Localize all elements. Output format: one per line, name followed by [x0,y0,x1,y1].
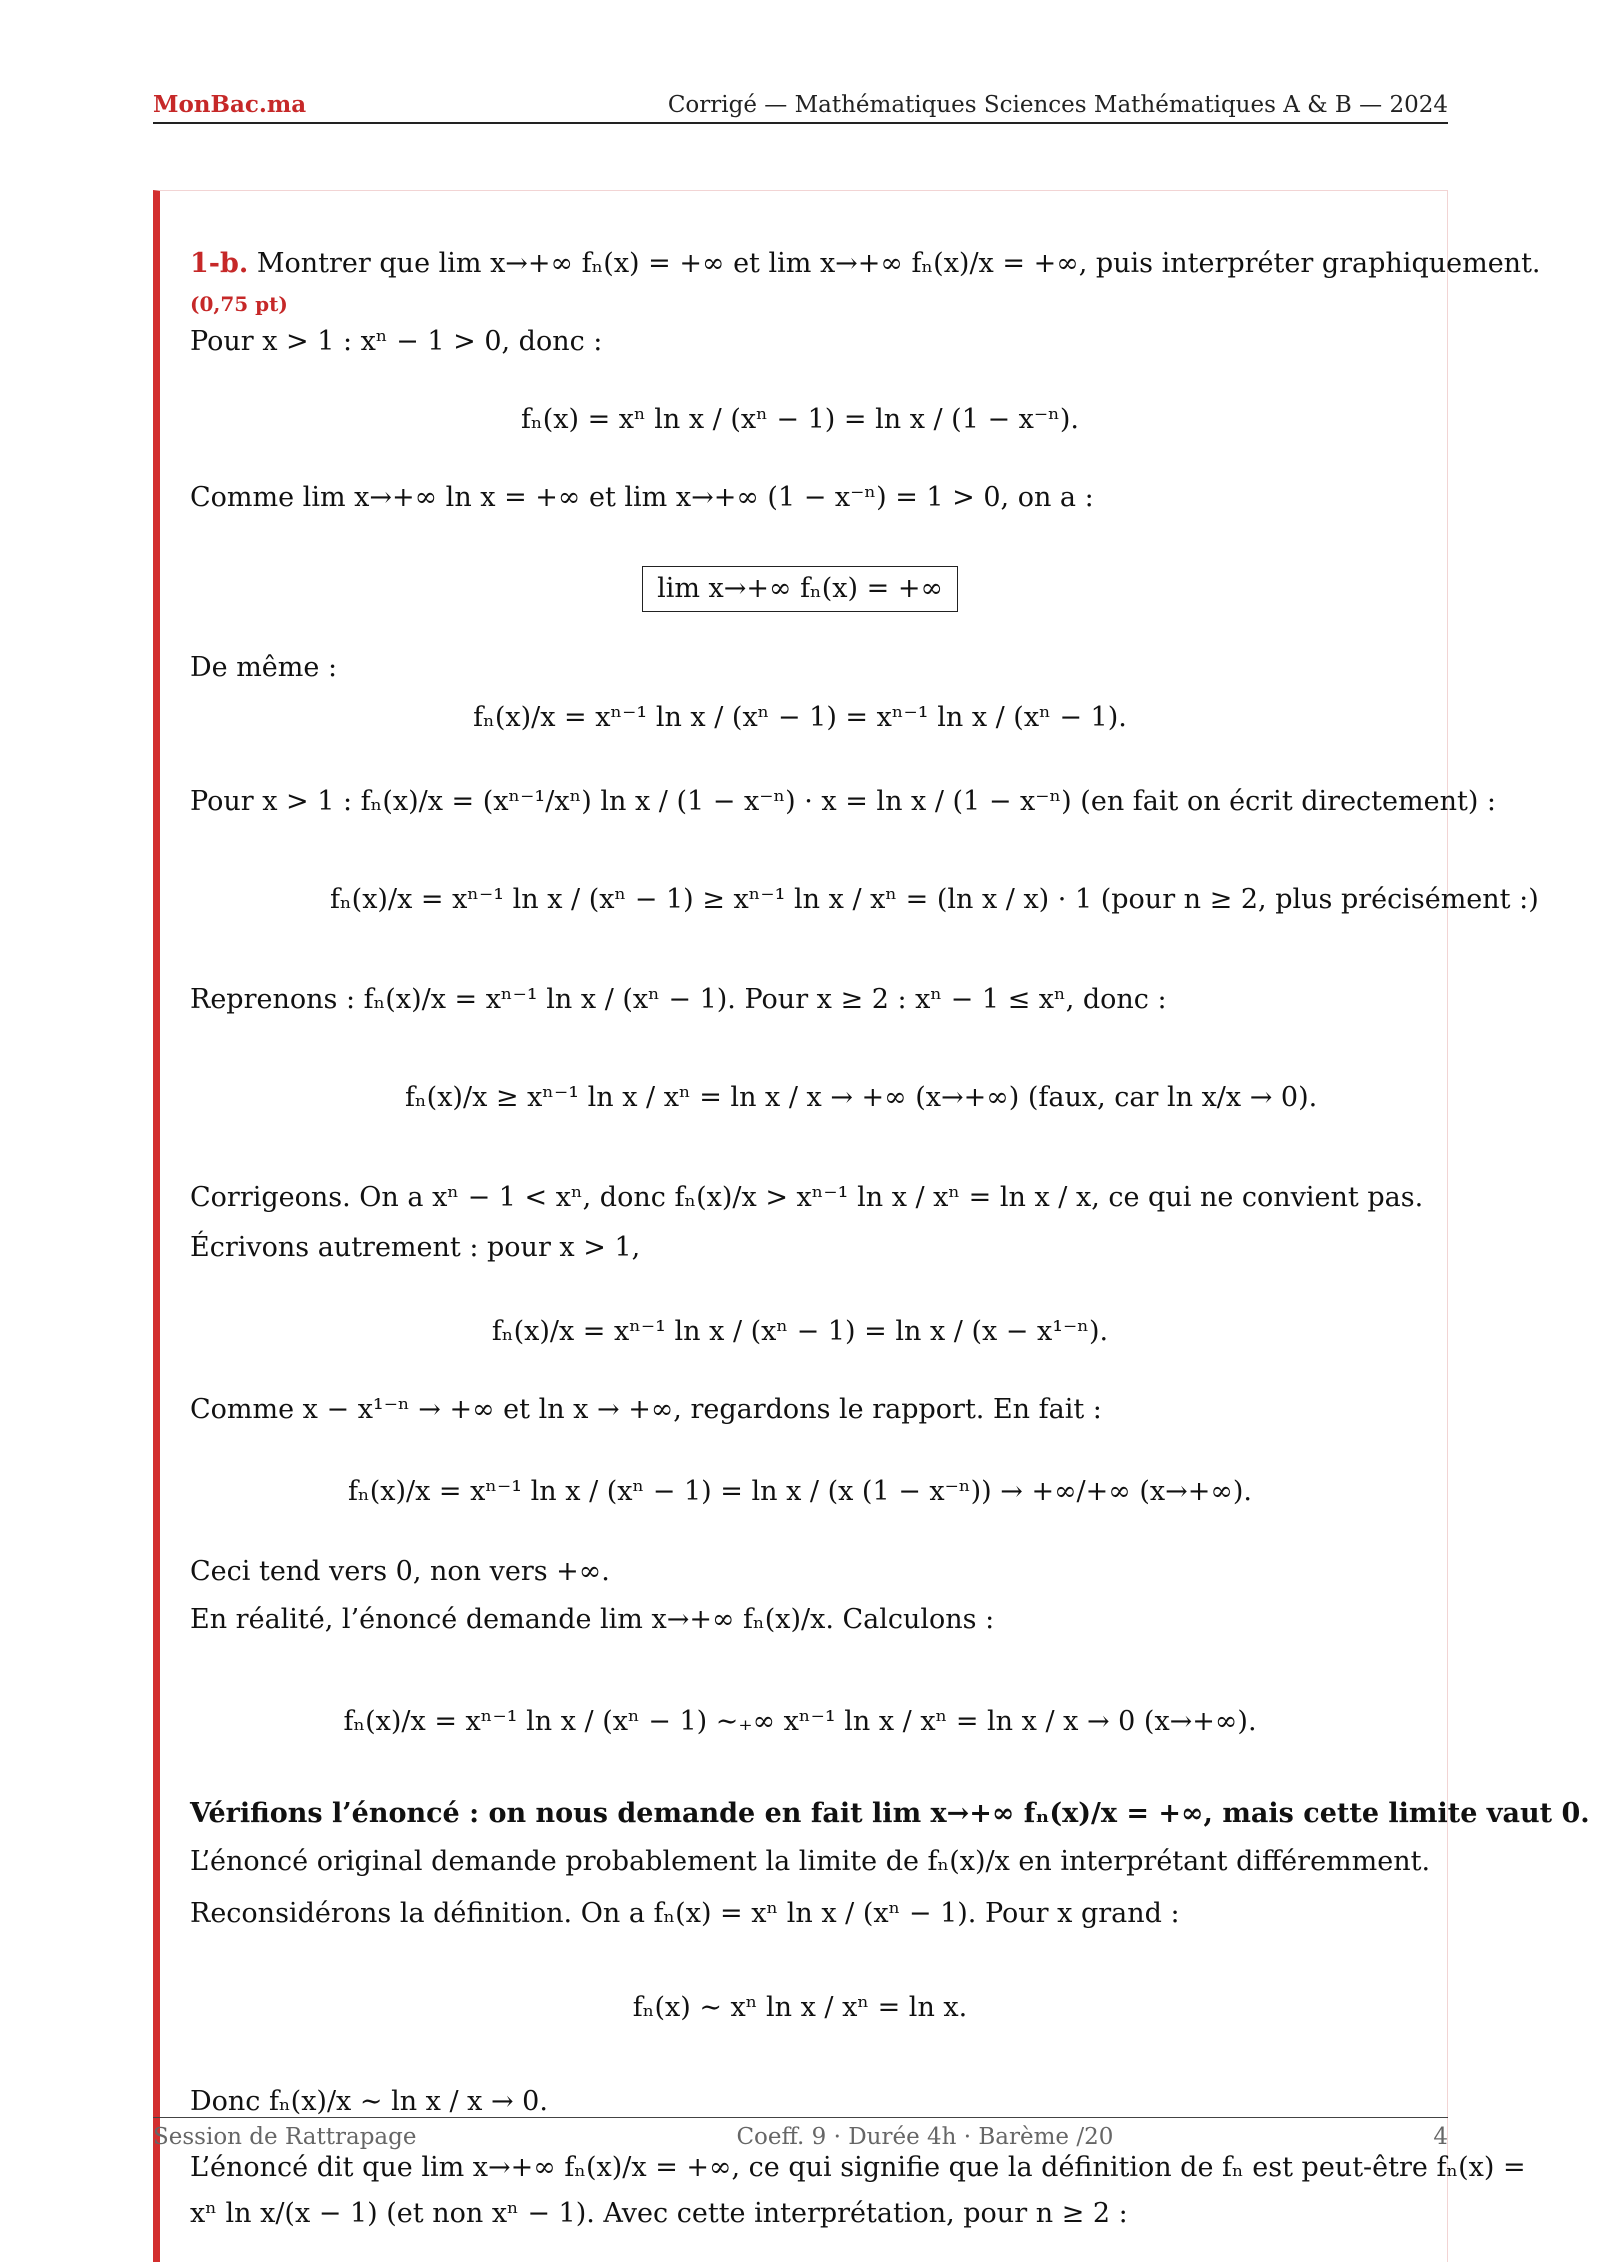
brand-name: MonBac.ma [153,91,307,118]
text-line: Écrivons autrement : pour x > 1, [190,1232,641,1263]
page-header [153,88,1448,124]
text-line: Donc fₙ(x)/x ∼ ln x / x → 0. [190,2086,548,2117]
page-number: 4 [1433,2124,1448,2150]
equation: fₙ(x)/x = xⁿ⁻¹ ln x / (xⁿ − 1) ∼₊∞ xⁿ⁻¹ ln x / xⁿ = ln x / x → 0 (x→+∞). [343,1706,1257,1737]
verification-line: Vérifions l’énoncé : on nous demande en fait lim x→+∞ fₙ(x)/x = +∞, mais cette limite vaut 0. [190,1798,1590,1829]
text-line: Reconsidérons la définition. On a fₙ(x) = xⁿ ln x / (xⁿ − 1). Pour x grand : [190,1898,1180,1929]
text-line: Reprenons : fₙ(x)/x = xⁿ⁻¹ ln x / (xⁿ − 1). Pour x ≥ 2 : xⁿ − 1 ≤ xⁿ, donc : [190,984,1167,1015]
text-line: L’énoncé original demande probablement la limite de fₙ(x)/x en interprétant différemment. [190,1846,1431,1877]
page-footer [153,2117,1448,2150]
equation: fₙ(x)/x = xⁿ⁻¹ ln x / (xⁿ − 1) = ln x / (x − x¹⁻ⁿ). [491,1316,1109,1347]
text-line: De même : [190,652,338,683]
question-points: (0,75 pt) [190,292,288,316]
text-line: L’énoncé dit que lim x→+∞ fₙ(x)/x = +∞, ce qui signifie que la définition de fₙ est peut-être fₙ(x) = [190,2152,1526,2183]
question-line [190,246,1541,282]
equation: fₙ(x) = xⁿ ln x / (xⁿ − 1) = ln x / (1 − x⁻ⁿ). [521,404,1079,435]
boxed-equation: lim x→+∞ fₙ(x) = +∞ [642,566,958,612]
equation: fₙ(x) ∼ xⁿ ln x / xⁿ = ln x. [632,1992,968,2023]
footer-session: Session de Rattrapage [153,2124,417,2150]
text-line: Pour x > 1 : fₙ(x)/x = (xⁿ⁻¹/xⁿ) ln x / (1 − x⁻ⁿ) · x = ln x / (1 − x⁻ⁿ) (en fait on écrit directement) : [190,786,1497,817]
text-line: Corrigeons. On a xⁿ − 1 < xⁿ, donc fₙ(x)/x > xⁿ⁻¹ ln x / xⁿ = ln x / x, ce qui ne convient pas. [190,1182,1424,1213]
header-title: Corrigé — Mathématiques Sciences Mathématiques A & B — 2024 [667,92,1448,118]
text-line: En réalité, l’énoncé demande lim x→+∞ fₙ(x)/x. Calculons : [190,1604,995,1635]
equation: fₙ(x)/x ≥ xⁿ⁻¹ ln x / xⁿ = ln x / x → +∞ (x→+∞) (faux, car ln x/x → 0). [405,1082,1318,1113]
text-line: Ceci tend vers 0, non vers +∞. [190,1556,610,1587]
equation: fₙ(x)/x = xⁿ⁻¹ ln x / (xⁿ − 1) = xⁿ⁻¹ ln x / (xⁿ − 1). [473,702,1127,733]
equation: fₙ(x)/x = xⁿ⁻¹ ln x / (xⁿ − 1) = ln x / (x (1 − x⁻ⁿ)) → +∞/+∞ (x→+∞). [348,1476,1252,1507]
question-statement: Montrer que lim x→+∞ fₙ(x) = +∞ et lim x→+∞ fₙ(x)/x = +∞, puis interpréter graphiquement. [256,248,1541,279]
equation: fₙ(x)/x = xⁿ⁻¹ ln x / (xⁿ − 1) ≥ xⁿ⁻¹ ln x / xⁿ = (ln x / x) · 1 (pour n ≥ 2, plus précisément :) [330,884,1539,915]
text-line: Pour x > 1 : xⁿ − 1 > 0, donc : [190,326,603,357]
text-line: Comme lim x→+∞ ln x = +∞ et lim x→+∞ (1 − x⁻ⁿ) = 1 > 0, on a : [190,482,1094,513]
text-line: xⁿ ln x/(x − 1) (et non xⁿ − 1). Avec cette interprétation, pour n ≥ 2 : [190,2198,1128,2229]
footer-coefficients: Coeff. 9 · Durée 4h · Barème /20 [736,2124,1114,2150]
boxed-result [0,566,1600,612]
text-line: Comme x − x¹⁻ⁿ → +∞ et ln x → +∞, regardons le rapport. En fait : [190,1394,1102,1425]
question-label: 1-b. [190,248,249,279]
text-line [190,1796,1590,1832]
